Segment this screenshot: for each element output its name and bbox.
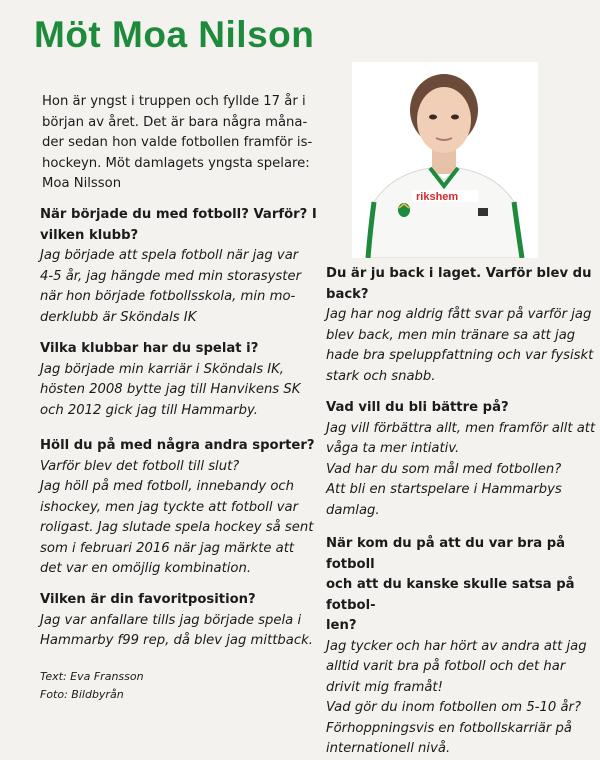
question-line: Du är ju back i laget. Varför blev du <box>326 266 592 281</box>
qa-block-start <box>40 205 340 328</box>
answer-line: Varför blev det fotboll till slut? <box>40 458 240 474</box>
question-line: Vilka klubbar har du spelat i? <box>40 341 259 356</box>
question-line: När började du med fotboll? Varför? I <box>40 207 317 222</box>
answer-line: blev back, men min tränare sa att jag <box>326 327 576 343</box>
question-line: vilken klubb? <box>40 227 139 243</box>
answer-line: Hammarby f99 rep, då blev jag mittback. <box>40 633 313 648</box>
answer-line: när hon började fotbollsskola, min mo- <box>40 289 296 304</box>
answer-line: damlag. <box>326 502 380 518</box>
qa-block-position <box>40 590 340 652</box>
qa-block-future <box>326 534 596 760</box>
answer-line: 4-5 år, jag hängde med min storasyster <box>40 268 302 284</box>
answer-line: alltid varit bra på fotboll och det har <box>326 659 566 674</box>
intro-line: början av året. Det är bara några måna- <box>42 114 308 130</box>
intro-line: Hon är yngst i truppen och fyllde 17 år i <box>42 94 306 109</box>
answer-line: Jag började min karriär i Sköndals IK, <box>40 361 284 377</box>
answer-line: roligast. Jag slutade spela hockey så sent <box>40 520 314 535</box>
answer-line: Att bli en startspelare i Hammarbys <box>326 482 562 497</box>
answer-line: Jag har nog aldrig fått svar på varför jag <box>326 307 592 322</box>
player-portrait-illustration <box>352 62 538 258</box>
answer-line: stark och snabb. <box>326 368 436 384</box>
answer-line: Jag vill förbättra allt, men framför allt att <box>326 420 596 436</box>
intro-line: Moa Nilsson <box>42 176 122 191</box>
answer-line: hösten 2008 bytte jag till Hanvikens SK <box>40 382 301 397</box>
photo-credit: Foto: Bildbyrån <box>40 688 124 701</box>
qa-block-clubs <box>40 339 340 421</box>
credits <box>40 668 240 704</box>
answer-line: våga ta mer intiativ. <box>326 441 460 456</box>
sponsor-logo: rikshem <box>416 191 459 203</box>
intro-text <box>42 92 342 195</box>
qa-block-back <box>326 264 596 387</box>
question-line: Vad vill du bli bättre på? <box>326 400 509 415</box>
answer-line: Jag började att spela fotboll när jag var <box>40 248 299 263</box>
answer-line: Förhoppningsvis en fotbollskarriär på <box>326 720 572 736</box>
answer-line: Jag höll på med fotboll, innebandy och <box>40 479 295 494</box>
text-credit: Text: Eva Fransson <box>40 670 144 683</box>
answer-line: Jag var anfallare tills jag började spela i <box>40 612 302 628</box>
question-line: Vilken är din favoritposition? <box>40 592 256 607</box>
player-photo <box>352 62 538 258</box>
answer-line: drivit mig framåt! <box>326 679 443 695</box>
answer-line: ishockey, men jag tyckte att fotboll var <box>40 499 299 515</box>
qa-block-other-sports <box>40 436 340 580</box>
article-title: Möt Moa Nilson <box>34 14 315 55</box>
answer-line: Vad gör du inom fotbollen om 5-10 år? <box>326 700 581 715</box>
answer-line: internationell nivå. <box>326 741 451 756</box>
answer-line: och 2012 gick jag till Hammarby. <box>40 402 258 418</box>
answer-line: hade bra speluppfattning och var fysiskt <box>326 348 594 363</box>
answer-line: derklubb är Sköndals IK <box>40 309 197 325</box>
question-line: back? <box>326 286 369 302</box>
qa-block-improve <box>326 398 596 521</box>
question-line: Höll du på med några andra sporter? <box>40 438 315 453</box>
intro-line: der sedan hon valde fotbollen framför is- <box>42 135 313 150</box>
question-line: len? <box>326 618 357 633</box>
question-line: och att du kanske skulle satsa på fotbol- <box>326 577 575 613</box>
answer-line: Jag tycker och har hört av andra att jag <box>326 638 587 654</box>
answer-line: Vad har du som mål med fotbollen? <box>326 461 562 477</box>
intro-line: hockeyn. Möt damlagets yngsta spelare: <box>42 155 310 171</box>
answer-line: det var en omöjlig kombination. <box>40 561 252 576</box>
answer-line: som i februari 2016 när jag märkte att <box>40 540 295 556</box>
question-line: När kom du på att du var bra på fotboll <box>326 536 566 572</box>
